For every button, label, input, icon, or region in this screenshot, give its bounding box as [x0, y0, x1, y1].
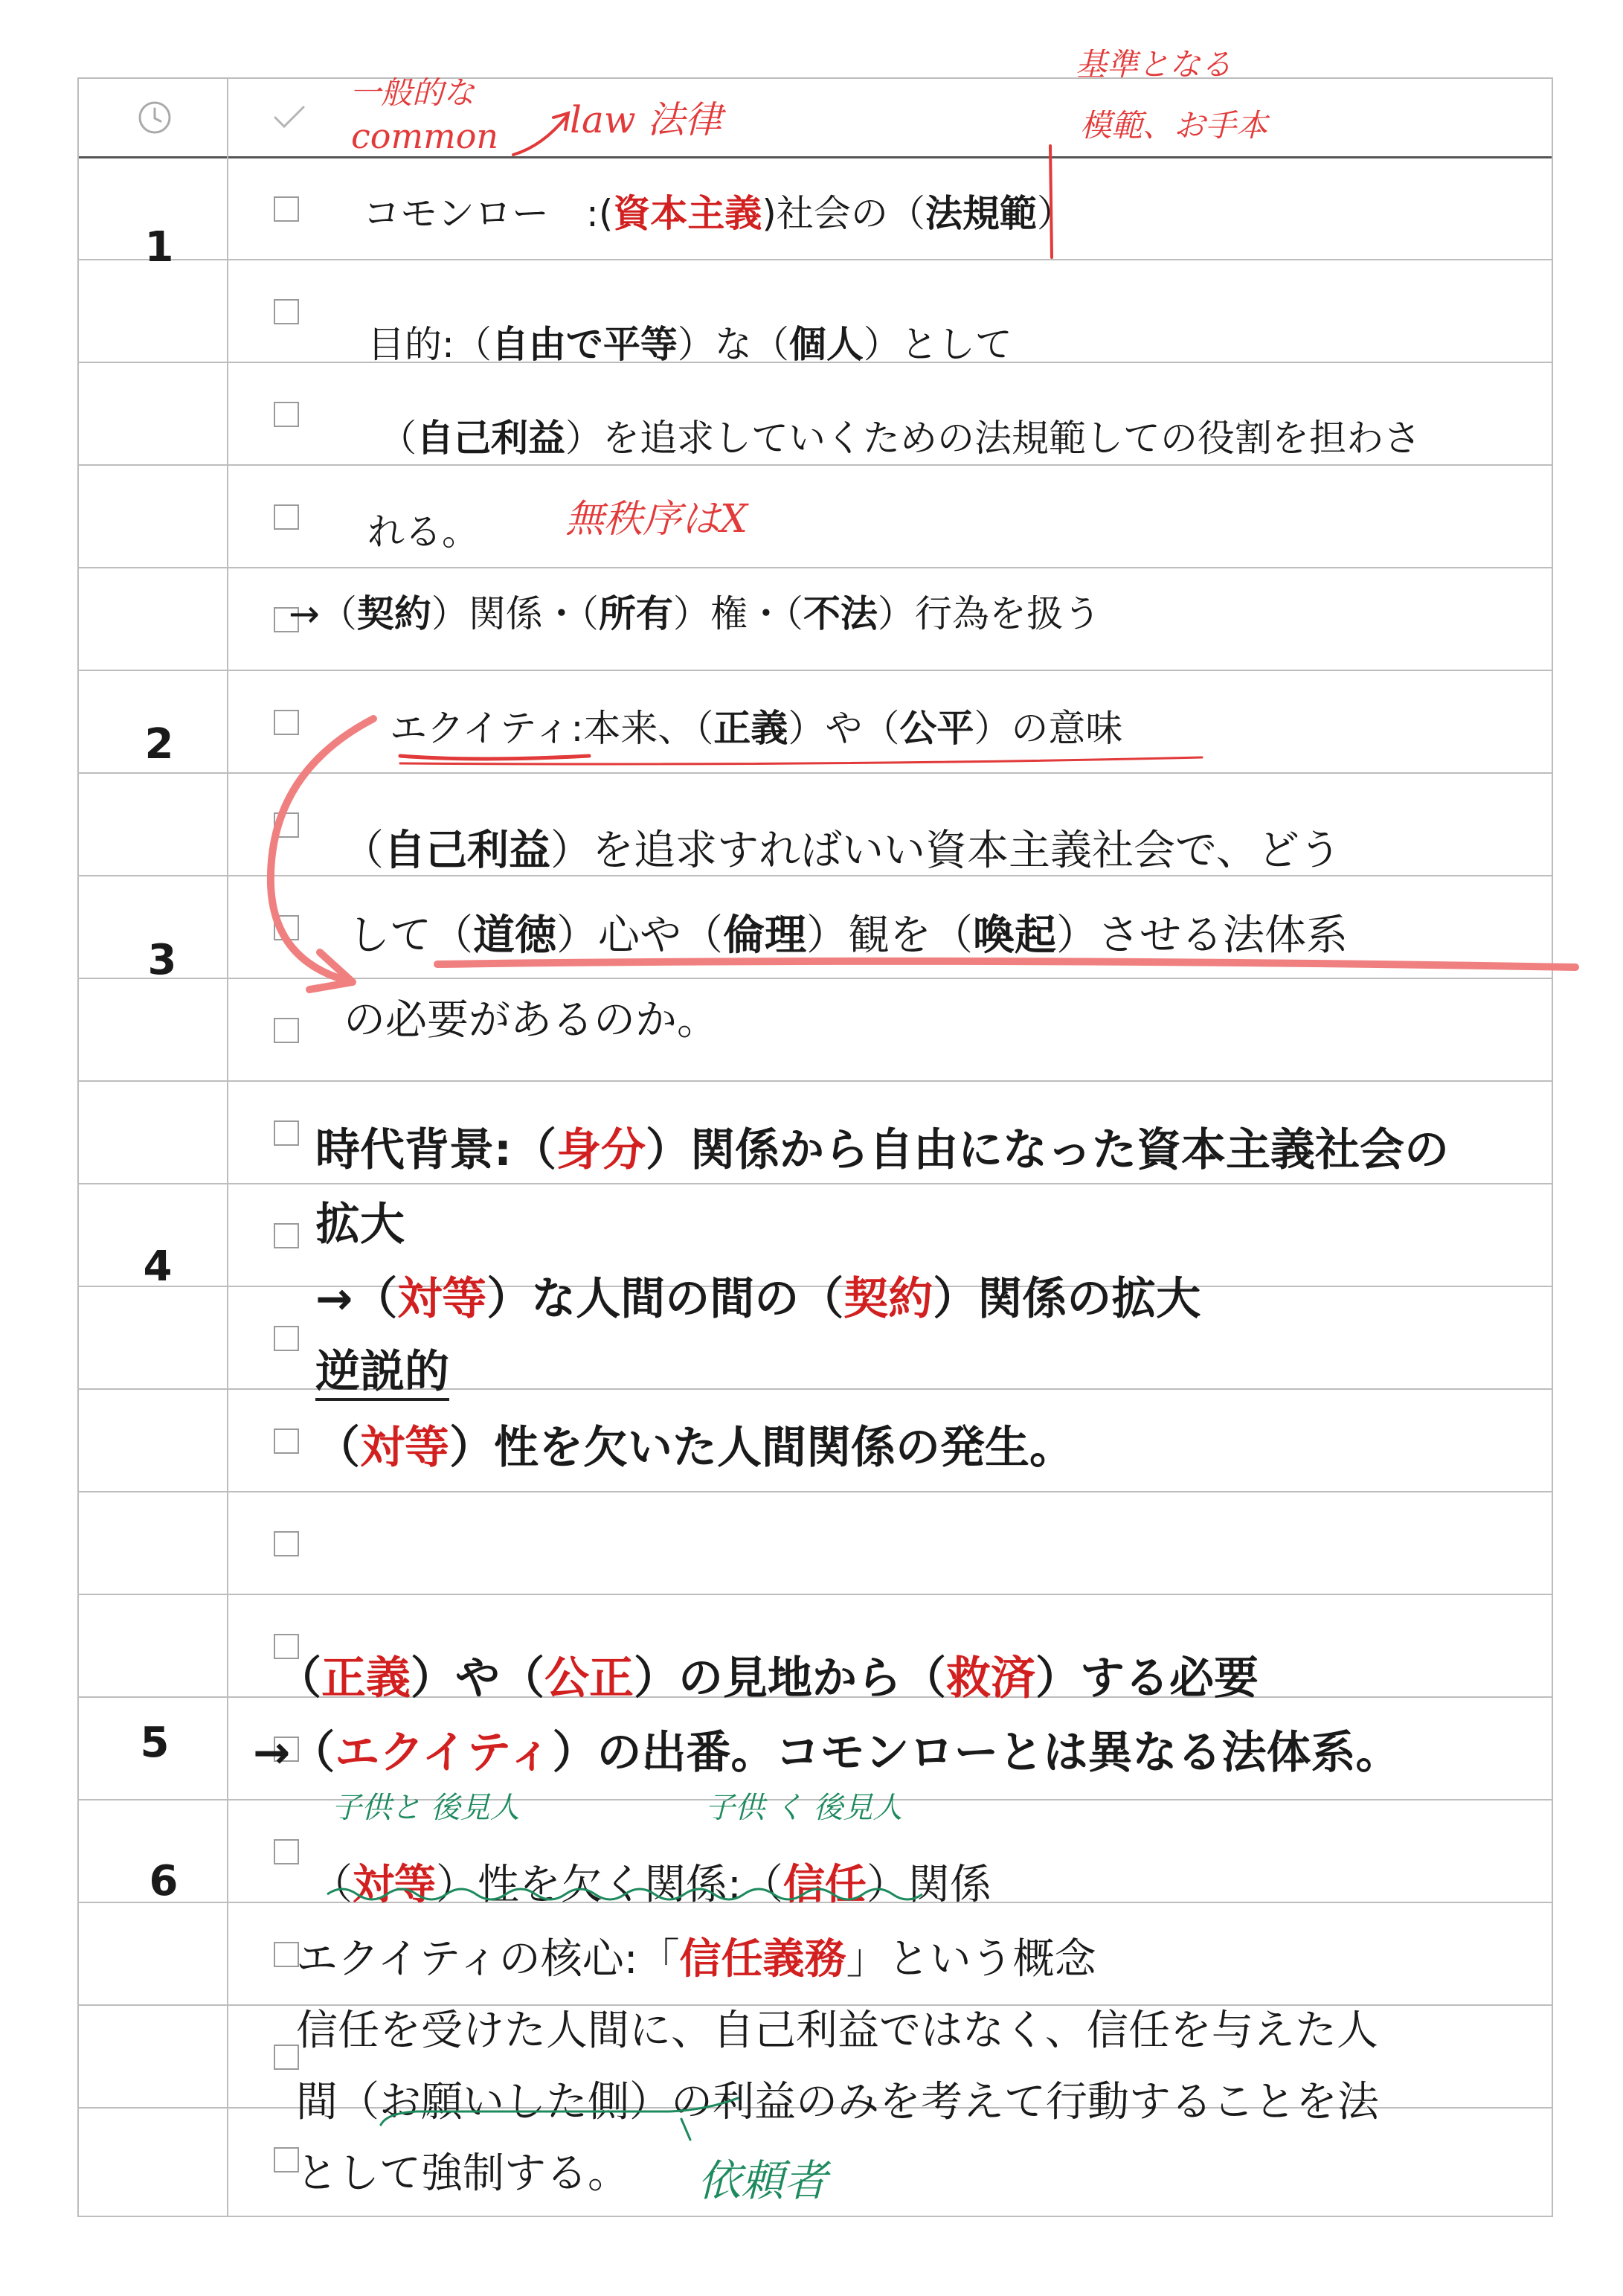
- text-fragment: ）の出番。コモンローとは異なる法体系。: [552, 1727, 1401, 1779]
- green-bracket: [381, 2098, 738, 2125]
- text-fragment: →（: [289, 592, 357, 635]
- answer-ethics: 倫理: [723, 911, 806, 960]
- answer-self-interest: 自己利益: [384, 827, 550, 875]
- note-line-fiduciary-3: として強制する。: [296, 2149, 629, 2198]
- text-fragment: （: [379, 417, 417, 460]
- text-fragment: ）の意味: [974, 707, 1123, 750]
- answer-status: 身分: [556, 1124, 646, 1176]
- handwritten-note-client: 依頼者: [698, 2155, 828, 2206]
- text-fragment: ）心や（: [556, 911, 723, 960]
- answer-tort: 不法: [803, 592, 878, 635]
- text-fragment: :(: [549, 192, 614, 235]
- note-line-question-3: の必要があるのか。: [344, 996, 719, 1045]
- handwritten-note-not-disorder: 無秩序はX: [565, 497, 748, 542]
- row-number: 6: [149, 1857, 179, 1905]
- text-fragment: ）関係・（: [431, 592, 599, 635]
- answer-individual: 個人: [788, 323, 864, 366]
- answer-self-interest: 自己利益: [417, 417, 565, 460]
- row-number: 5: [140, 1719, 170, 1767]
- text-fragment: ）関係から自由になった資本主義社会の: [646, 1124, 1449, 1176]
- text-fragment: ）の見地から（: [634, 1652, 946, 1705]
- text-fragment: （: [277, 1652, 321, 1705]
- text-fragment: )社会の（: [762, 192, 925, 235]
- text-fragment: ）性を欠いた人間関係の発生。: [449, 1422, 1074, 1474]
- handwritten-note-law: law 法律: [570, 98, 722, 141]
- text-fragment: ）する必要: [1035, 1652, 1259, 1705]
- row-number: 3: [147, 936, 177, 984]
- red-underline: [400, 756, 589, 759]
- answer-fiduciary-duty: 信任義務: [679, 1935, 846, 1984]
- text-fragment: （: [315, 1422, 360, 1474]
- note-line-fiduciary-2: 間（お願いした側）の利益のみを考えて行動することを法: [296, 2078, 1379, 2126]
- answer-equity: エクイティ: [335, 1727, 553, 1779]
- paradox-label: 逆説的: [315, 1346, 449, 1401]
- text-fragment: ）を追求すればいい資本主義社会で、どう: [550, 827, 1341, 875]
- handwritten-note-model: 模範、お手本: [1080, 107, 1268, 144]
- text-fragment: →（: [315, 1273, 398, 1325]
- text-fragment: ）観を（: [806, 911, 973, 960]
- text-fragment: ）として: [863, 323, 1012, 366]
- text-fragment: ）や（: [411, 1652, 544, 1705]
- answer-equal: 対等: [397, 1273, 487, 1325]
- answer-trust: 信任: [782, 1861, 867, 1909]
- text-fragment: ）権・（: [672, 592, 803, 635]
- answer-ownership: 所有: [598, 592, 673, 635]
- answer-legal-norm: 法規範: [925, 192, 1037, 235]
- pink-underline: [437, 961, 1575, 967]
- green-pointer: [681, 2119, 690, 2140]
- handwritten-note-common: common: [351, 116, 499, 156]
- text-fragment: ）させる法体系: [1056, 911, 1348, 960]
- answer-contract: 契約: [843, 1273, 933, 1325]
- text-fragment: ）関係の拡大: [933, 1273, 1201, 1325]
- answer-contract: 契約: [356, 592, 431, 635]
- row-number: 4: [143, 1242, 173, 1291]
- red-arrow-stroke: [513, 116, 567, 155]
- term-equity: エクイティ: [390, 707, 571, 750]
- answer-fairness: 公平: [899, 707, 974, 750]
- text-fragment: ）行為を扱う: [877, 592, 1101, 635]
- answer-evoke: 喚起: [973, 911, 1056, 960]
- note-line-expansion: 拡大: [315, 1199, 405, 1251]
- text-fragment: ）性を欠く関係:（: [436, 1861, 783, 1909]
- text-fragment: ）: [1036, 192, 1074, 235]
- text-fragment: 目的:（: [367, 323, 492, 366]
- handwritten-note-child-guardian-1: 子供と 後見人: [332, 1791, 520, 1825]
- handwritten-note-general: 一般的な: [350, 74, 475, 111]
- text-fragment: して（: [348, 911, 473, 960]
- handwritten-note-child-guardian-2: 子供 く 後見人: [705, 1791, 903, 1825]
- red-tick-mark: [1050, 146, 1052, 257]
- text-fragment: ）な（: [677, 323, 789, 366]
- row-number: 1: [144, 223, 174, 272]
- row-number: 2: [144, 720, 174, 769]
- handwritten-note-standard: 基準となる: [1076, 46, 1232, 83]
- text-fragment: （: [342, 827, 384, 875]
- answer-justice: 正義: [713, 707, 788, 750]
- text-fragment: ）や（: [788, 707, 900, 750]
- answer-free-equal: 自由で平等: [491, 323, 678, 366]
- term-common-law: コモンロー: [363, 192, 549, 235]
- green-wavy-underline: [327, 1889, 922, 1899]
- answer-equal: 対等: [353, 1861, 436, 1909]
- answer-fairness: 公正: [544, 1652, 634, 1705]
- pink-curved-arrow: [271, 719, 373, 981]
- answer-capitalism: 資本主義: [613, 192, 762, 235]
- text-fragment: →（: [253, 1727, 335, 1779]
- note-line-fiduciary-1: 信任を受けた人間に、自己利益ではなく、信任を与えた人: [296, 2007, 1378, 2055]
- answer-justice: 正義: [321, 1652, 411, 1705]
- text-fragment: 」という概念: [846, 1935, 1096, 1984]
- text-fragment: :本来、（: [571, 707, 714, 750]
- text-fragment: （: [311, 1861, 353, 1909]
- text-fragment: ）を追求していくための法規範しての役割を担わさ: [565, 417, 1421, 460]
- text-fragment: 時代背景:（: [315, 1124, 556, 1176]
- answer-morality: 道徳: [473, 911, 556, 960]
- note-line-role: れる。: [367, 510, 479, 554]
- answer-relief: 救済: [946, 1652, 1035, 1705]
- text-fragment: エクイティの核心:「: [296, 1935, 680, 1984]
- text-fragment: ）な人間の間の（: [486, 1273, 844, 1325]
- answer-equal: 対等: [360, 1422, 449, 1474]
- text-fragment: ）関係: [866, 1861, 992, 1909]
